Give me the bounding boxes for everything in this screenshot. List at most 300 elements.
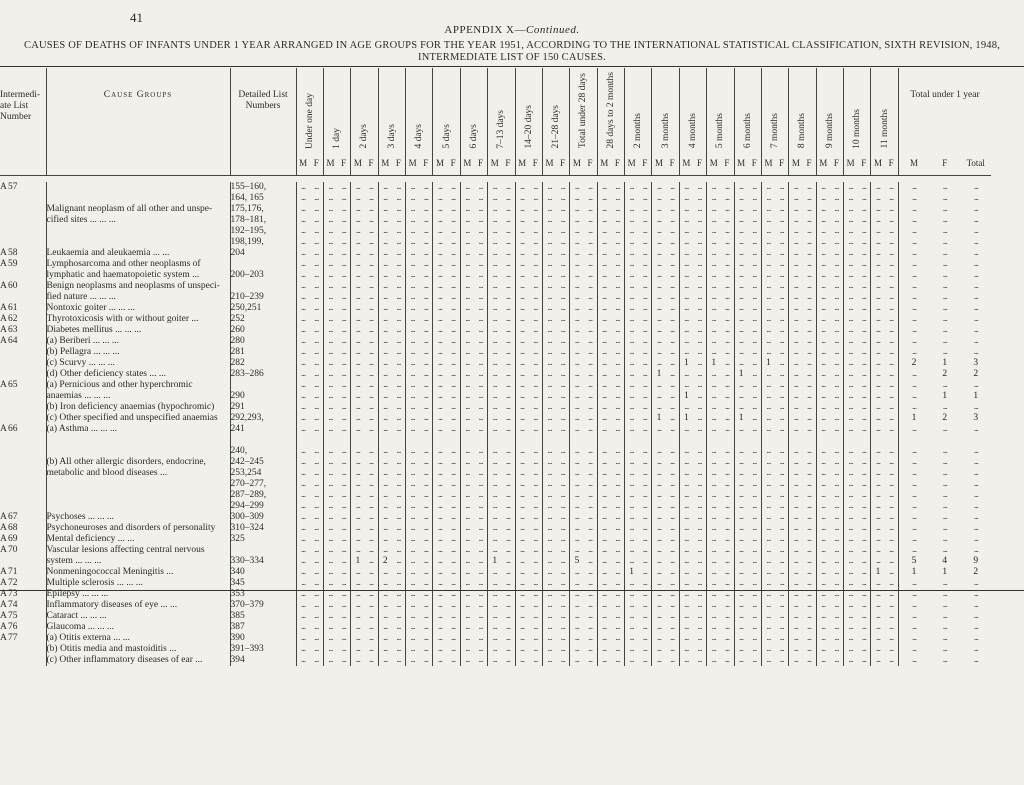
cell-m — [761, 435, 775, 446]
cell-m: ... — [707, 226, 721, 237]
cell-f: ... — [560, 566, 565, 577]
row-detailed-numbers: 198,199, — [230, 237, 296, 248]
cell-m: ... — [789, 193, 803, 204]
cell-f: ... — [724, 610, 729, 621]
cell-m: ... — [679, 325, 693, 336]
header-m: M — [515, 151, 529, 176]
cell-m: ... — [679, 589, 693, 600]
cell-m: ... — [570, 567, 584, 578]
cell-total-f: ... — [942, 203, 947, 214]
cell-f: ... — [423, 291, 428, 302]
row-list-number — [8, 501, 46, 512]
cell-m — [707, 435, 721, 446]
cell-total-m: ... — [898, 204, 929, 215]
cell-f: ... — [779, 302, 784, 313]
row-detailed-numbers: 294–299 — [230, 501, 296, 512]
cell-f: ... — [724, 346, 729, 357]
cell-m: ... — [460, 182, 474, 193]
cell-f: ... — [806, 324, 812, 335]
cell-m: ... — [789, 369, 803, 380]
cell-m: ... — [679, 182, 693, 193]
age-group-label: 6 days — [468, 123, 479, 149]
cell-f: ... — [615, 258, 620, 269]
cell-m: ... — [789, 534, 803, 545]
cell-total-m: ... — [898, 281, 929, 292]
cell-total-f: 4 — [942, 555, 948, 566]
cell-m: ... — [816, 402, 830, 413]
cell-f: ... — [779, 577, 784, 588]
cell-f: ... — [587, 643, 593, 654]
row-detailed-numbers: 287–289, — [230, 490, 296, 501]
cell-m: ... — [871, 622, 885, 633]
table-row — [0, 303, 991, 314]
cell-m: ... — [734, 424, 748, 435]
cell-m: ... — [625, 248, 639, 259]
cell-f: ... — [423, 324, 428, 335]
cell-f: ... — [779, 445, 784, 456]
cell-f: ... — [752, 247, 757, 258]
cell-m: ... — [542, 589, 556, 600]
cell-f: ... — [697, 544, 702, 555]
cell-f — [310, 435, 324, 446]
cell-m — [734, 435, 748, 446]
cell-m: ... — [378, 391, 392, 402]
cell-m: ... — [625, 446, 639, 457]
cell-f: ... — [396, 445, 401, 456]
cell-m: ... — [652, 512, 666, 523]
cell-total: ... — [973, 214, 978, 225]
cell-f: ... — [587, 368, 593, 379]
cell-f: ... — [806, 357, 812, 368]
cell-m: ... — [761, 534, 775, 545]
cell-m — [515, 435, 529, 446]
header-age-10 — [570, 68, 597, 151]
cell-m: ... — [625, 259, 639, 270]
cell-f — [857, 435, 871, 446]
cell-f: ... — [642, 192, 647, 203]
age-group-label: 6 months — [742, 113, 753, 149]
cell-m: 1 — [679, 358, 693, 369]
cell-m: ... — [679, 622, 693, 633]
cell-m: ... — [625, 402, 639, 413]
cell-f: ... — [806, 368, 812, 379]
cell-f: ... — [834, 632, 839, 643]
cell-m: ... — [323, 556, 337, 567]
row-list-number: 64 — [8, 335, 18, 346]
cell-f: ... — [724, 181, 729, 192]
cell-f: ... — [560, 522, 565, 533]
cell-m: ... — [844, 424, 858, 435]
cell-m: ... — [323, 193, 337, 204]
cell-m: ... — [296, 611, 310, 622]
cell-f: ... — [505, 236, 510, 247]
cell-f: ... — [889, 313, 894, 324]
cell-f: ... — [533, 302, 538, 313]
cell-f: ... — [533, 467, 538, 478]
cell-m: ... — [789, 182, 803, 193]
cell-m: ... — [761, 446, 775, 457]
cell-f: ... — [423, 390, 428, 401]
table-row — [0, 468, 991, 479]
cell-f: ... — [806, 401, 812, 412]
cell-f: ... — [861, 555, 866, 566]
cell-f: ... — [752, 555, 757, 566]
cell-f: ... — [806, 522, 812, 533]
cell-total: ... — [973, 258, 978, 269]
cell-f: ... — [889, 566, 894, 577]
cell-f: ... — [560, 181, 565, 192]
cell-f: ... — [423, 522, 428, 533]
cell-f: ... — [806, 511, 812, 522]
cell-m: ... — [597, 600, 611, 611]
cell-f: ... — [861, 522, 866, 533]
cell-m: ... — [679, 512, 693, 523]
cell-m: ... — [625, 490, 639, 501]
cell-f: ... — [505, 258, 510, 269]
row-detailed-numbers: 391–393 — [230, 644, 296, 655]
cell-total-m: ... — [898, 644, 929, 655]
cell-f: ... — [560, 269, 565, 280]
cell-f: ... — [478, 489, 483, 500]
cell-f: ... — [806, 577, 812, 588]
row-detailed-numbers: 310–324 — [230, 523, 296, 534]
cell-f: ... — [752, 489, 757, 500]
cell-m: ... — [351, 655, 365, 666]
cell-m: ... — [844, 490, 858, 501]
table-row — [0, 226, 991, 237]
cell-f: ... — [752, 192, 757, 203]
cell-m: ... — [871, 281, 885, 292]
cell-total-m: ... — [898, 578, 929, 589]
cell-m: ... — [597, 182, 611, 193]
cell-f: ... — [560, 533, 565, 544]
cell-f: ... — [533, 456, 538, 467]
cell-f: ... — [889, 423, 894, 434]
cell-m: ... — [871, 347, 885, 358]
cell-m: ... — [433, 325, 447, 336]
cell-f: ... — [505, 500, 510, 511]
cell-m: ... — [816, 523, 830, 534]
cell-f: ... — [889, 214, 894, 225]
header-m: M — [679, 151, 693, 176]
cell-m: ... — [378, 281, 392, 292]
cell-f: ... — [779, 489, 784, 500]
cell-m: ... — [789, 380, 803, 391]
row-marker — [0, 457, 8, 468]
row-cause: Leukaemia and aleukaemia ... ... — [46, 248, 230, 259]
cell-f: ... — [834, 478, 839, 489]
cell-f: ... — [587, 555, 593, 566]
header-m: M — [789, 151, 803, 176]
cell-total: ... — [973, 489, 978, 500]
cell-m: ... — [570, 424, 584, 435]
cell-f: ... — [533, 632, 538, 643]
row-cause: anaemias ... ... ... — [46, 391, 230, 402]
cell-m: ... — [734, 545, 748, 556]
cell-m: ... — [296, 391, 310, 402]
cell-f: ... — [806, 412, 812, 423]
cell-f: ... — [560, 489, 565, 500]
cell-f: ... — [533, 489, 538, 500]
row-detailed-numbers: 241 — [230, 424, 296, 435]
row-detailed-numbers: 390 — [230, 633, 296, 644]
cell-f: ... — [341, 643, 346, 654]
cell-f: ... — [889, 511, 894, 522]
cell-f: ... — [642, 544, 647, 555]
cell-f: ... — [615, 599, 620, 610]
cell-f: ... — [368, 566, 374, 577]
cell-f: ... — [451, 445, 456, 456]
cell-f: ... — [505, 269, 510, 280]
cell-f: ... — [423, 258, 428, 269]
row-list-number — [8, 644, 46, 655]
cell-m: ... — [652, 578, 666, 589]
cell-f: ... — [505, 478, 510, 489]
cell-f: ... — [505, 654, 510, 665]
cell-f: ... — [451, 478, 456, 489]
cell-f: ... — [697, 412, 702, 423]
cell-f: ... — [697, 192, 702, 203]
cell-f: ... — [642, 335, 647, 346]
cell-f: ... — [368, 456, 374, 467]
cell-m: ... — [597, 446, 611, 457]
cell-m: ... — [597, 369, 611, 380]
cell-m: ... — [542, 424, 556, 435]
cell-m: ... — [761, 600, 775, 611]
cell-f: ... — [806, 280, 812, 291]
cell-m: ... — [707, 182, 721, 193]
cell-f: ... — [505, 555, 510, 566]
cell-m: ... — [378, 182, 392, 193]
cell-m: ... — [816, 655, 830, 666]
cell-f: ... — [451, 269, 456, 280]
cell-f: ... — [533, 478, 538, 489]
cell-total: 2 — [973, 566, 979, 577]
cell-m: ... — [460, 523, 474, 534]
cell-m: ... — [734, 314, 748, 325]
cell-m: ... — [460, 611, 474, 622]
cell-f: ... — [368, 357, 374, 368]
cell-f — [748, 435, 762, 446]
cell-f: ... — [642, 610, 647, 621]
cell-m: ... — [871, 182, 885, 193]
cell-f: ... — [642, 588, 647, 599]
header-age-1 — [323, 68, 350, 151]
cell-f: ... — [779, 456, 784, 467]
cell-f: ... — [642, 247, 647, 258]
cell-f: ... — [478, 214, 483, 225]
cell-f: ... — [368, 214, 374, 225]
cell-m: ... — [542, 556, 556, 567]
cell-f: ... — [560, 544, 565, 555]
cell-f: ... — [560, 379, 565, 390]
cell-f: ... — [533, 566, 538, 577]
cell-total: 1 — [973, 390, 979, 401]
cell-m: ... — [378, 512, 392, 523]
cell-m: ... — [625, 534, 639, 545]
row-list-number — [8, 226, 46, 237]
cell-f — [419, 435, 433, 446]
cell-f: ... — [779, 423, 784, 434]
cell-m: ... — [351, 611, 365, 622]
age-group-label: 7 months — [770, 113, 781, 149]
cell-f: ... — [368, 445, 374, 456]
cell-m: ... — [707, 457, 721, 468]
row-cause: (c) Other specified and unspecified anaemias — [46, 413, 230, 424]
cell-m: ... — [761, 204, 775, 215]
cell-f: ... — [423, 401, 428, 412]
header-age-13 — [652, 68, 679, 151]
cell-f: ... — [314, 324, 319, 335]
cell-f: ... — [533, 544, 538, 555]
cell-f: ... — [642, 555, 647, 566]
cell-f: ... — [533, 269, 538, 280]
cell-f: ... — [396, 247, 401, 258]
cell-m — [542, 435, 556, 446]
cell-m: ... — [296, 402, 310, 413]
cell-m: ... — [570, 479, 584, 490]
cell-f: ... — [670, 192, 675, 203]
cell-m: ... — [406, 501, 420, 512]
cell-f: ... — [451, 181, 456, 192]
cell-m: ... — [488, 457, 502, 468]
cell-f: ... — [697, 423, 702, 434]
cell-f: ... — [587, 610, 593, 621]
cell-f: ... — [560, 478, 565, 489]
cell-m: ... — [433, 182, 447, 193]
cell-f: ... — [396, 467, 401, 478]
cell-m: ... — [789, 226, 803, 237]
cell-f: ... — [861, 456, 866, 467]
cell-m: ... — [515, 336, 529, 347]
cell-m: ... — [570, 259, 584, 270]
cell-m: ... — [816, 556, 830, 567]
row-marker: A — [0, 621, 7, 632]
row-detailed-numbers: 282 — [230, 358, 296, 369]
cell-total-f: ... — [942, 214, 947, 225]
cell-m: ... — [625, 281, 639, 292]
cell-f: ... — [560, 423, 565, 434]
cell-f: ... — [752, 412, 757, 423]
cell-m: ... — [734, 193, 748, 204]
cell-f: ... — [587, 280, 593, 291]
cell-f: ... — [861, 577, 866, 588]
cell-m: ... — [378, 314, 392, 325]
cell-m: ... — [351, 402, 365, 413]
cell-m: ... — [789, 303, 803, 314]
cell-m: ... — [844, 457, 858, 468]
cell-total: ... — [973, 577, 978, 588]
age-group-label: 8 months — [797, 113, 808, 149]
cell-f: ... — [670, 225, 675, 236]
cell-m: ... — [570, 468, 584, 479]
cell-f: ... — [670, 566, 675, 577]
cell-m: ... — [488, 413, 502, 424]
cell-m: ... — [871, 545, 885, 556]
cell-f: ... — [724, 379, 729, 390]
row-detailed-numbers: 192–195, — [230, 226, 296, 237]
cell-f: ... — [396, 632, 401, 643]
cell-m: ... — [351, 358, 365, 369]
cell-f: ... — [396, 401, 401, 412]
header-age-5 — [433, 68, 460, 151]
table-row — [0, 567, 991, 578]
cell-m: ... — [707, 589, 721, 600]
cell-f: ... — [505, 423, 510, 434]
cell-f: ... — [670, 632, 675, 643]
cell-f: ... — [505, 643, 510, 654]
cell-f: ... — [533, 401, 538, 412]
cell-m: ... — [488, 512, 502, 523]
cell-f: ... — [368, 588, 374, 599]
cell-f: ... — [368, 225, 374, 236]
header-f: F — [885, 151, 899, 176]
cell-f — [337, 435, 351, 446]
cell-m: ... — [460, 501, 474, 512]
cell-f: ... — [670, 544, 675, 555]
cell-m: ... — [871, 589, 885, 600]
cell-m: ... — [460, 281, 474, 292]
cell-m: ... — [625, 655, 639, 666]
cell-m: ... — [351, 336, 365, 347]
cell-f: ... — [533, 357, 538, 368]
cell-m: ... — [515, 347, 529, 358]
cell-m: ... — [871, 446, 885, 457]
cell-m: ... — [460, 358, 474, 369]
cell-m: ... — [625, 523, 639, 534]
row-marker — [0, 204, 8, 215]
cell-m: ... — [789, 413, 803, 424]
cell-f: ... — [505, 610, 510, 621]
cell-m: ... — [433, 567, 447, 578]
cell-m: ... — [406, 556, 420, 567]
cell-f: ... — [697, 577, 702, 588]
cell-m: ... — [351, 501, 365, 512]
cell-m: ... — [542, 182, 556, 193]
row-list-number: 66 — [8, 423, 18, 434]
cell-f: ... — [478, 324, 483, 335]
cell-f: ... — [779, 214, 784, 225]
row-marker — [0, 226, 8, 237]
cell-m: ... — [761, 325, 775, 336]
row-list-number: 74 — [8, 599, 18, 610]
cell-m: ... — [734, 512, 748, 523]
cell-f: ... — [834, 522, 839, 533]
cell-f: ... — [615, 489, 620, 500]
cell-f: ... — [314, 401, 319, 412]
cell-f: ... — [341, 489, 346, 500]
cell-m: ... — [734, 402, 748, 413]
cell-f: ... — [670, 390, 675, 401]
cell-f: ... — [396, 390, 401, 401]
cell-f: ... — [396, 654, 401, 665]
cell-m: ... — [679, 314, 693, 325]
cell-m: ... — [488, 534, 502, 545]
cell-f: ... — [889, 643, 894, 654]
header-m: M — [734, 151, 748, 176]
cell-m: ... — [460, 226, 474, 237]
cell-f: ... — [368, 610, 374, 621]
cell-m: ... — [625, 358, 639, 369]
cell-total: ... — [973, 401, 978, 412]
cell-m: ... — [542, 369, 556, 380]
cell-m: ... — [816, 622, 830, 633]
cell-f: ... — [779, 379, 784, 390]
cell-f: ... — [368, 467, 374, 478]
cell-m: ... — [871, 303, 885, 314]
cell-f: ... — [341, 368, 346, 379]
cell-f: ... — [615, 214, 620, 225]
